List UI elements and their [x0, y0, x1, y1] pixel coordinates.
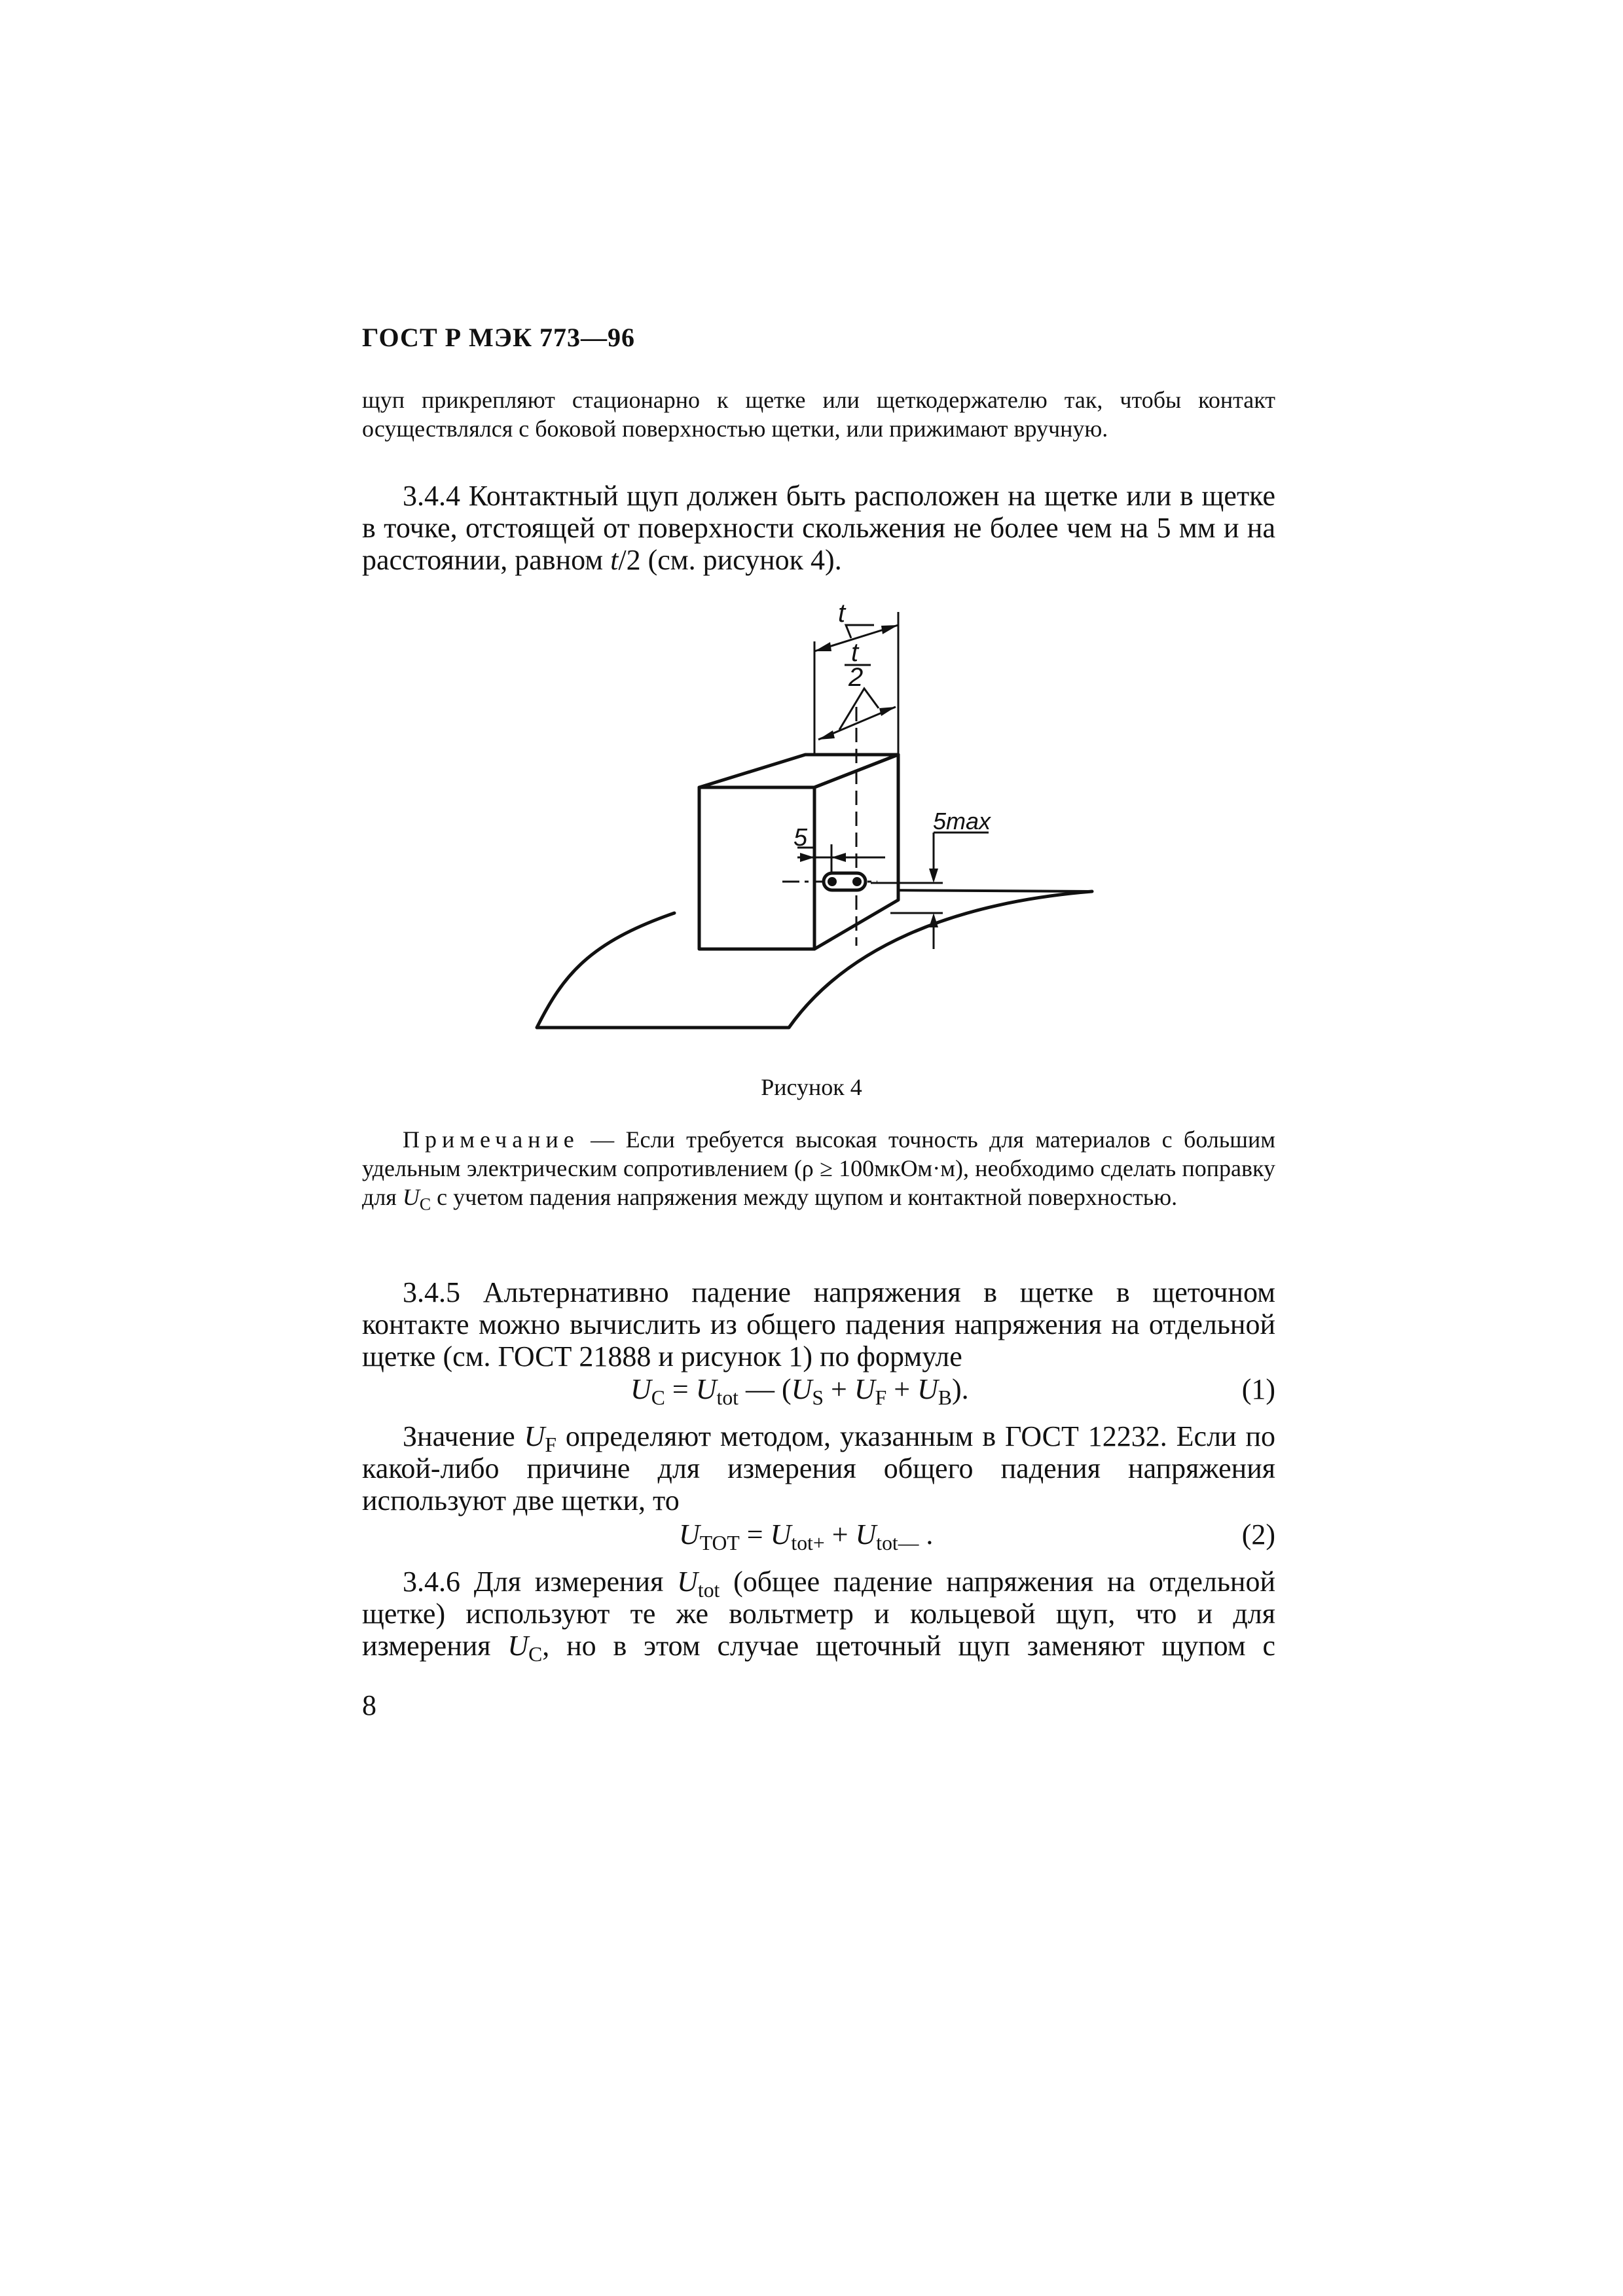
- figure-caption: Рисунок 4: [761, 1074, 862, 1100]
- label-t: t: [838, 599, 846, 628]
- label-five: 5: [793, 824, 808, 852]
- brush-front-face: [699, 787, 814, 949]
- paragraph-3-4-5: 3.4.5 Альтернативно падение напряжения в щетке в щеточном контакте можно вычислить из общего падения напряжения на отдельной щетке (см. ГОСТ 21888 и рисунок 1) по формуле: [362, 1276, 1275, 1372]
- dim-t2-leader: [839, 689, 879, 730]
- probe-contact-right: [852, 877, 862, 886]
- label-t-half-num: t: [851, 638, 859, 667]
- note: Примечание — Если требуется высокая точность для материалов с большим удельным электрическим сопротивлением (ρ ≥ 100мкОм·м), необходимо сделать поправку для $U_C$ с учетом падения напряжения между щупом и контактной поверхностью.: [362, 1126, 1275, 1214]
- label-t-half-den: 2: [848, 663, 864, 692]
- note-label: Примечание: [403, 1126, 579, 1153]
- probe-contact-left: [828, 877, 837, 886]
- arrowhead-t2-right: [879, 707, 896, 716]
- page-number: 8: [362, 1689, 376, 1721]
- paragraph-3-4-6: 3.4.6 Для измерения $U_{tot}$ (общее падение напряжения на отдельной щетке) используют те же вольтметр и кольцевой щуп, что и для измерения $U_C$, но в этом случае щеточный щуп заменяют щупом с: [362, 1566, 1275, 1666]
- formula-2: $U_{TOT} = U_{tot+} + U_{tot—}$ .: [679, 1518, 934, 1554]
- formula-2-number: (2): [1241, 1518, 1275, 1551]
- arrowhead-t2-left: [818, 730, 835, 740]
- arrowhead-5max-bottom: [929, 913, 938, 927]
- label-five-max: 5max: [933, 808, 991, 834]
- paragraph-continuation: щуп прикрепляют стационарно к щетке или щеткодержателю так, чтобы контакт осуществлялся с боковой поверхностью щетки, или прижимают вручную.: [362, 387, 1275, 442]
- formula-1: $U_C = U_{tot}$ — $(U_S + U_F + U_B)$.: [630, 1373, 969, 1409]
- document-header: ГОСТ Р МЭК 773—96: [362, 323, 635, 352]
- surface-edge: [881, 890, 1092, 891]
- formula-1-number: (1): [1241, 1373, 1275, 1405]
- arrowhead-t-left: [814, 642, 831, 651]
- paragraph-uf: Значение $U_F$ определяют методом, указанным в ГОСТ 12232. Если по какой-либо причине для измерения общего падения напряжения используют две щетки, то: [362, 1420, 1276, 1516]
- arrowhead-5max-top: [929, 869, 938, 883]
- paragraph-3-4-4: 3.4.4 Контактный щуп должен быть расположен на щетке или в щетке в точке, отстоящей от поверхности скольжения не более чем на 5 мм и на расстоянии, равном t/2 (см. рисунок 4).: [362, 480, 1275, 576]
- arrowhead-t-right: [881, 625, 898, 634]
